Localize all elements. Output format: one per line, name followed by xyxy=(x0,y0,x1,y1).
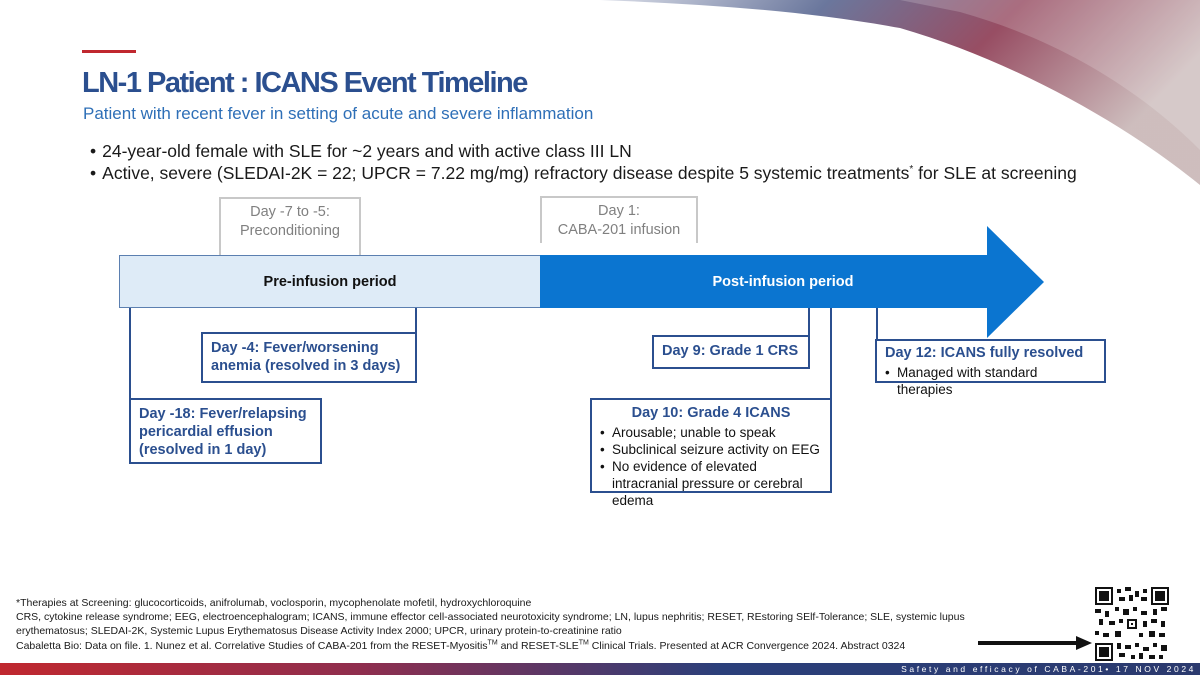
pre-infusion-period-bar: Pre-infusion period xyxy=(119,255,541,308)
page-subtitle: Patient with recent fever in setting of acute and severe inflammation xyxy=(83,104,594,123)
event-detail-item: • Arousable; unable to speak xyxy=(600,424,822,441)
patient-summary-list xyxy=(90,140,1077,184)
footnote-references: Cabaletta Bio: Data on file. 1. Nunez et al. Correlative Studies of CABA-201 from the RESET-Myositis™ and RESET-SLE™ Clinical Trials. Presented at ACR Convergence 2024. Abstract 0324 xyxy=(16,639,906,652)
footnote-abbreviations: CRS, cytokine release syndrome; EEG, electroencephalogram; ICANS, immune effector cell-associated neurotoxicity syndrome; LN, lupus nephritis; RESET, REstoring SElf-Tolerance; SLE, systemic lupus xyxy=(16,611,965,623)
title-accent-line xyxy=(82,50,136,53)
event-detail-item: • Subclinical seizure activity on EEG xyxy=(600,441,822,458)
footnote-therapies: *Therapies at Screening: glucocorticoids, anifrolumab, voclosporin, mycophenolate mofetil, hydroxychloroquine xyxy=(16,597,532,609)
footnote-abbreviations-cont: erythematosus; SLEDAI-2K, Systemic Lupus Erythematosus Disease Activity Index 2000; UPCR, urinary protein-to-creatinine ratio xyxy=(16,625,622,637)
event-day-minus4: Day -4: Fever/worsening anemia (resolved in 3 days) xyxy=(201,332,417,383)
event-day12-details xyxy=(885,364,1096,398)
qr-code-icon[interactable] xyxy=(1095,587,1169,661)
connector-day-minus4 xyxy=(415,308,417,334)
footer-banner-text: Safety and efficacy of CABA-201• 17 NOV 2024 xyxy=(901,664,1196,674)
event-day-minus18: Day -18: Fever/relapsing pericardial effusion (resolved in 1 day) xyxy=(129,398,322,464)
connector-day10 xyxy=(830,308,832,400)
event-detail-item: • No evidence of elevated intracranial pressure or cerebral edema xyxy=(600,458,822,509)
page-title: LN-1 Patient : ICANS Event Timeline xyxy=(82,67,527,99)
event-day10-title: Day 10: Grade 4 ICANS xyxy=(631,405,791,421)
event-day12 xyxy=(875,339,1106,397)
connector-day12 xyxy=(876,308,878,342)
patient-summary-item: • Active, severe (SLEDAI-2K = 22; UPCR = 7.22 mg/mg) refractory disease despite 5 systemic treatments* for SLE at screening xyxy=(90,162,1077,184)
event-day10 xyxy=(590,398,832,508)
right-arrow-icon xyxy=(978,636,1092,650)
patient-summary-item: • 24-year-old female with SLE for ~2 years and with active class III LN xyxy=(90,140,1077,162)
preconditioning-label: Day -7 to -5: Preconditioning xyxy=(219,197,361,255)
event-day12-title: Day 12: ICANS fully resolved xyxy=(885,345,1084,361)
post-infusion-period-label: Post-infusion period xyxy=(712,273,854,290)
event-day9: Day 9: Grade 1 CRS xyxy=(652,335,810,369)
event-day10-details xyxy=(600,424,822,509)
event-detail-item: • Managed with standard therapies xyxy=(885,364,1096,398)
connector-day9 xyxy=(808,308,810,338)
infusion-day-label: Day 1: CABA-201 infusion xyxy=(540,196,698,243)
